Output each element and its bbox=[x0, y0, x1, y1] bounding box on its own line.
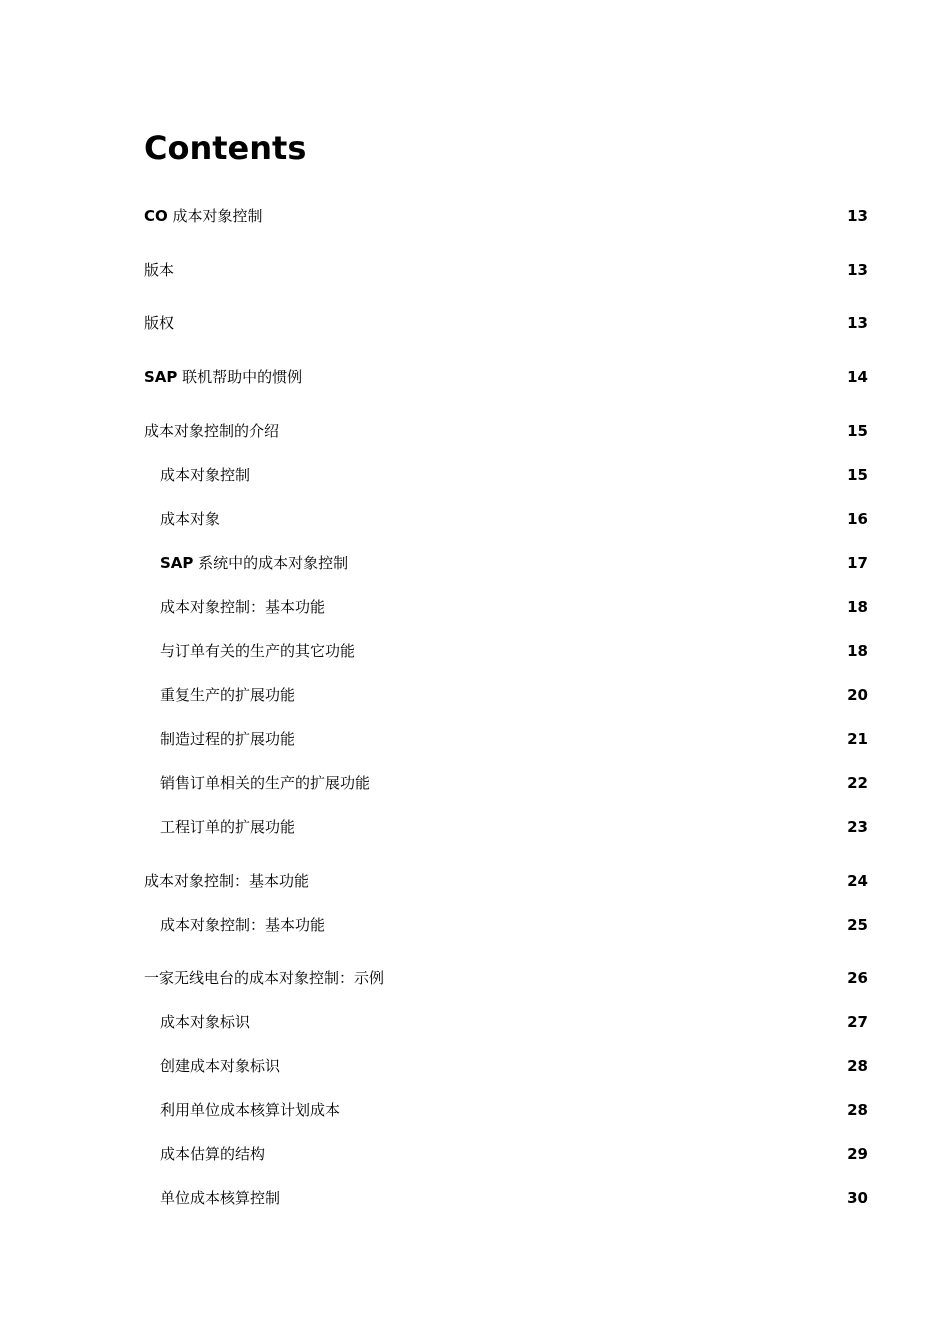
toc-entry-text: 成本对象标识 bbox=[160, 1013, 251, 1031]
toc-entry[interactable] bbox=[144, 640, 868, 662]
toc-entry-text: 成本对象 bbox=[160, 510, 221, 528]
toc-entry-label bbox=[160, 1011, 250, 1033]
table-of-contents bbox=[144, 0, 868, 1344]
toc-entry-prefix: SAP bbox=[160, 554, 194, 572]
toc-entry-page: 18 bbox=[847, 642, 868, 660]
toc-entry-page: 28 bbox=[847, 1057, 868, 1075]
toc-entry-label bbox=[160, 914, 325, 936]
toc-entry[interactable] bbox=[144, 816, 868, 838]
toc-entry-page: 25 bbox=[847, 916, 868, 934]
toc-entry-label bbox=[144, 312, 174, 334]
toc-entry-text: 制造过程的扩展功能 bbox=[160, 730, 296, 748]
toc-entry-label bbox=[144, 967, 384, 989]
toc-entry[interactable] bbox=[144, 728, 868, 750]
toc-entry-text: 版本 bbox=[144, 261, 175, 279]
toc-entry-text: 工程订单的扩展功能 bbox=[160, 818, 296, 836]
toc-entry[interactable] bbox=[144, 772, 868, 794]
toc-entry[interactable] bbox=[144, 596, 868, 618]
toc-entry-text: 成本估算的结构 bbox=[160, 1145, 266, 1163]
toc-entry-page: 30 bbox=[847, 1189, 868, 1207]
toc-entry-text: 重复生产的扩展功能 bbox=[160, 686, 296, 704]
toc-entry-label bbox=[144, 259, 174, 281]
toc-entry-label bbox=[144, 205, 263, 227]
toc-entry-text: 版权 bbox=[144, 314, 175, 332]
toc-entry-text: 成本对象控制 bbox=[167, 207, 263, 225]
toc-entry-text: 利用单位成本核算计划成本 bbox=[160, 1101, 341, 1119]
toc-entry[interactable] bbox=[144, 1143, 868, 1165]
toc-entry[interactable] bbox=[144, 205, 868, 227]
toc-entry-label bbox=[144, 366, 302, 388]
page-title: Contents bbox=[144, 129, 307, 167]
toc-entry-page: 27 bbox=[847, 1013, 868, 1031]
toc-entry-text: 销售订单相关的生产的扩展功能 bbox=[160, 774, 371, 792]
toc-entry-label bbox=[160, 772, 370, 794]
toc-entry[interactable] bbox=[144, 1099, 868, 1121]
toc-entry[interactable] bbox=[144, 464, 868, 486]
toc-entry-text: 成本对象控制：基本功能 bbox=[160, 598, 326, 616]
toc-entry-label bbox=[160, 816, 295, 838]
toc-entry-label bbox=[144, 420, 279, 442]
toc-entry-label bbox=[160, 464, 250, 486]
toc-entry-text: 联机帮助中的惯例 bbox=[177, 368, 303, 386]
toc-entry-text: 成本对象控制：基本功能 bbox=[144, 872, 310, 890]
toc-entry-page: 24 bbox=[847, 872, 868, 890]
toc-entry[interactable] bbox=[144, 312, 868, 334]
toc-entry[interactable] bbox=[144, 967, 868, 989]
toc-entry-label bbox=[160, 1055, 280, 1077]
toc-entry[interactable] bbox=[144, 914, 868, 936]
toc-entry-label bbox=[160, 508, 220, 530]
toc-entry[interactable] bbox=[144, 1055, 868, 1077]
toc-entry[interactable] bbox=[144, 1187, 868, 1209]
toc-entry-page: 23 bbox=[847, 818, 868, 836]
toc-entry[interactable] bbox=[144, 366, 868, 388]
toc-entry-page: 26 bbox=[847, 969, 868, 987]
toc-entry-text: 一家无线电台的成本对象控制：示例 bbox=[144, 969, 385, 987]
toc-entry-page: 14 bbox=[847, 368, 868, 386]
toc-entry[interactable] bbox=[144, 552, 868, 574]
toc-entry-page: 20 bbox=[847, 686, 868, 704]
toc-entry-page: 17 bbox=[847, 554, 868, 572]
toc-entry-label bbox=[160, 640, 355, 662]
toc-entry[interactable] bbox=[144, 508, 868, 530]
toc-entry-text: 系统中的成本对象控制 bbox=[193, 554, 349, 572]
toc-entry-page: 22 bbox=[847, 774, 868, 792]
toc-entry-label bbox=[160, 552, 348, 574]
toc-entry-page: 21 bbox=[847, 730, 868, 748]
toc-entry-label bbox=[160, 1099, 340, 1121]
toc-entry-label bbox=[160, 684, 295, 706]
toc-entry-text: 成本对象控制：基本功能 bbox=[160, 916, 326, 934]
toc-entry-text: 单位成本核算控制 bbox=[160, 1189, 281, 1207]
toc-entry-page: 15 bbox=[847, 422, 868, 440]
toc-entry[interactable] bbox=[144, 684, 868, 706]
toc-entry-page: 18 bbox=[847, 598, 868, 616]
toc-entry-prefix: CO bbox=[144, 207, 168, 225]
toc-entry-text: 创建成本对象标识 bbox=[160, 1057, 281, 1075]
toc-entry-prefix: SAP bbox=[144, 368, 178, 386]
toc-entry-text: 与订单有关的生产的其它功能 bbox=[160, 642, 356, 660]
toc-entry-label bbox=[160, 1187, 280, 1209]
toc-entry-page: 16 bbox=[847, 510, 868, 528]
toc-entry[interactable] bbox=[144, 259, 868, 281]
toc-entry[interactable] bbox=[144, 870, 868, 892]
toc-entry-label bbox=[160, 596, 325, 618]
toc-entry-page: 13 bbox=[847, 314, 868, 332]
toc-entry-page: 28 bbox=[847, 1101, 868, 1119]
toc-entry-page: 29 bbox=[847, 1145, 868, 1163]
toc-entry-page: 13 bbox=[847, 207, 868, 225]
toc-entry[interactable] bbox=[144, 1011, 868, 1033]
toc-entry-page: 13 bbox=[847, 261, 868, 279]
toc-entry-text: 成本对象控制的介绍 bbox=[144, 422, 280, 440]
toc-entry-label bbox=[144, 870, 309, 892]
toc-entry-label bbox=[160, 728, 295, 750]
toc-entry-page: 15 bbox=[847, 466, 868, 484]
toc-entry[interactable] bbox=[144, 420, 868, 442]
toc-entry-text: 成本对象控制 bbox=[160, 466, 251, 484]
toc-entry-label bbox=[160, 1143, 265, 1165]
